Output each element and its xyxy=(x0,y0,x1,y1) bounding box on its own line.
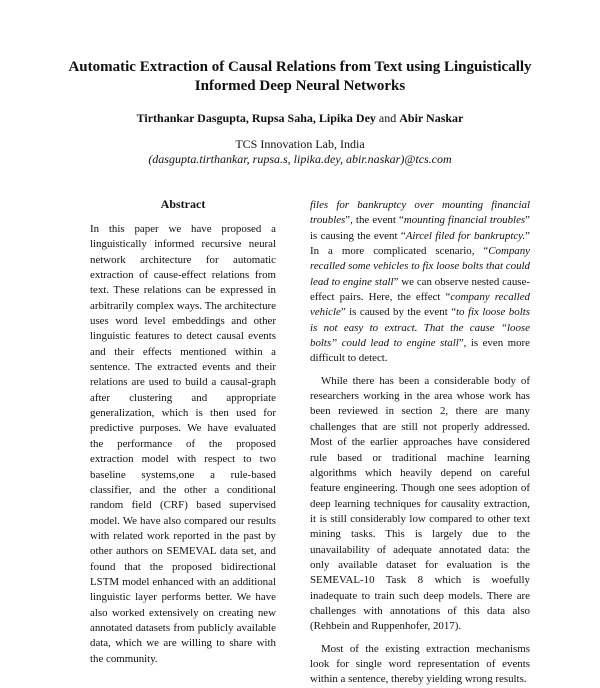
affiliation-block xyxy=(40,137,560,167)
author-name: Rupsa Saha xyxy=(251,111,313,125)
intro-paragraph-2: While there has been a considerable body of researchers working in the area whose work has been reviewed in section 2, there are many challenges that are still not properly addressed. Most of the earlier approaches have considered rule based or traditional machine learning algorithms which heavily depend on careful feature engineering. Though one sees adoption of deep learning techniques for causality extraction, it is still considerably low compared to other text mining tasks. This is largely due to the unavailability of adequate annotated data: the only available dataset for evaluation is the SEMEVAL-10 Task 8 which is woefully inadequate to train such deep models. There are challenges with annotations of this data also (Rehbein and Ruppenhofer, 2017). xyxy=(310,374,530,633)
author-name: Abir Naskar xyxy=(399,111,464,125)
title-line-1: Automatic Extraction of Causal Relations from Text using Linguistically xyxy=(68,59,532,75)
left-column xyxy=(90,222,276,667)
affiliation: TCS Innovation Lab, India xyxy=(235,137,365,151)
intro-paragraph-3: Most of the existing extraction mechanisms look for single word representation of events within a sentence, thereby yielding wrong results. xyxy=(310,642,530,686)
intro-paragraph-1: files for bankruptcy over mounting financial troubles”, the event “mounting financial troubles” is causing the event “Aircel filed for bankruptcy.” In a more complicated scenario, “Company recalled some vehicles to fix loose bolts that could lead to engine stall” we can observe nested cause-effect pairs. Here, the effect “company recalled vehicle” is caused by the event “to fix loose bolts is not easy to extract. That the cause “loose bolts” could lead to engine stall”, is even more difficult to detect. xyxy=(310,199,530,365)
paper-title xyxy=(40,58,560,96)
title-line-2: Informed Deep Neural Networks xyxy=(194,78,406,94)
abstract-heading: Abstract xyxy=(160,197,206,211)
author-separator: and xyxy=(375,111,400,125)
author-separator: , xyxy=(312,111,319,125)
author-list xyxy=(40,111,560,126)
abstract-text: In this paper we have proposed a linguistically informed recursive neural network architecture for automatic extraction of cause-effect relations from text. These relations can be expressed in arbitrarily complex ways. The architecture uses word level embeddings and other linguistic features to detect causal events and their effects mentioned within a sentence. The extracted events and their relations are used to build a causal-graph after clustering and appropriate generalization, which is then used for predictive purposes. We have evaluated the performance of the proposed extraction model with respect to two baseline systems,one a rule-based classifier, and the other a conditional random field (CRF) based supervised model. We have also compared our results with related work reported in the past by other authors on SEMEVAL data set, and found that the proposed bidirectional LSTM model enhanced with an additional linguistic layer performs better. We have also worked extensively on creating new annotated datasets from publicly available data, which we are willing to share with the community. xyxy=(90,223,276,665)
author-separator: , xyxy=(245,111,252,125)
author-emails: (dasgupta.tirthankar, rupsa.s, lipika.dey, abir.naskar)@tcs.com xyxy=(148,152,452,166)
author-name: Tirthankar Dasgupta xyxy=(136,111,246,125)
right-column xyxy=(310,198,530,688)
author-name: Lipika Dey xyxy=(318,111,376,125)
